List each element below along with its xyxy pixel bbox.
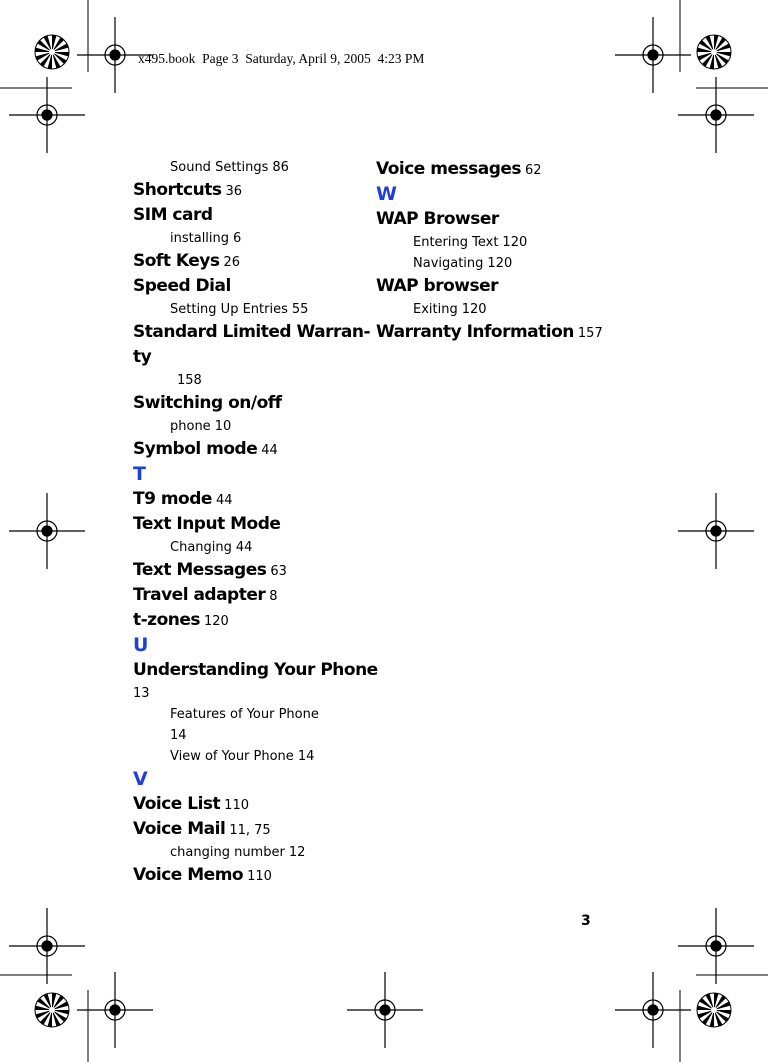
page-reference: 55 [291,302,309,317]
entry-term: WAP Browser [376,209,499,229]
crosshair-target-icon [678,493,754,569]
entry-term: View of Your Phone [170,749,294,764]
entry-term: changing number [170,845,285,860]
entry-term: Standard Limited Warran- [133,322,371,342]
crosshair-target-icon [9,493,85,569]
entry-term: t-zones [133,610,201,630]
page-reference: 44 [261,443,278,458]
entry-term: WAP browser [376,276,498,296]
registration-rosette-icon [35,35,69,69]
entry-term: SIM card [133,205,213,225]
book-header: x495.book Page 3 Saturday, April 9, 2005 4:23 PM [138,51,425,66]
entry-term: Text Messages [133,560,267,580]
entry-term: Shortcuts [133,180,222,200]
page-reference: 36 [225,184,243,199]
page-reference: 26 [223,255,241,270]
entry-term: ty [133,347,152,367]
entry-term: installing [170,231,230,246]
entry-term: Voice Mail [133,819,226,839]
entry-term: Warranty Information [376,322,574,342]
entry-term: Soft Keys [133,251,220,271]
section-letter: V [133,768,148,790]
entry-term: Speed Dial [133,276,231,296]
entry-term: T9 mode [133,489,212,509]
crosshair-target-icon [9,908,85,984]
entry-term: Exiting [413,302,458,317]
page-reference: 120 [502,235,528,250]
entry-term: Navigating [413,256,484,271]
page-reference: 110 [224,798,249,813]
page-reference: 157 [577,326,603,341]
page-reference: 44 [235,540,253,555]
page-reference: 14 [297,749,315,764]
entry-term: Voice messages [376,159,522,179]
page-reference: 110 [247,869,272,884]
registration-rosette-icon [697,35,731,69]
page-reference: 12 [288,845,306,860]
entry-term: Switching on/off [133,393,282,413]
page-reference: 8 [269,589,278,604]
registration-rosette-icon [697,993,731,1027]
page-reference: 14 [170,728,187,743]
entry-term: Symbol mode [133,439,258,459]
page-reference: 44 [215,493,233,508]
entry-term: Sound Settings [170,160,269,175]
page-reference: 120 [204,614,229,629]
registration-rosette-icon [35,993,69,1027]
crosshair-target-icon [678,908,754,984]
page-reference: 11, 75 [229,823,271,838]
section-letter: W [376,183,397,205]
crosshair-target-icon [347,972,423,1048]
page-reference: 120 [461,302,487,317]
page-number: 3 [581,913,591,929]
entry-term: Text Input Mode [133,514,281,534]
section-letter: U [133,634,149,656]
page-reference: 13 [133,686,150,701]
entry-term: Voice List [133,794,221,814]
page-reference: 62 [525,163,542,178]
entry-term: Voice Memo [133,865,244,885]
page-reference: 63 [270,564,287,579]
entry-term: phone [170,419,211,434]
page-reference: 158 [177,373,202,388]
page-reference: 120 [487,256,513,271]
entry-term: Understanding Your Phone [133,660,378,680]
entry-term: Features of Your Phone [170,707,319,722]
entry-term: Entering Text [413,235,499,250]
page-reference: 6 [233,231,242,246]
page-reference: 10 [214,419,232,434]
section-letter: T [133,463,146,485]
page-reference: 86 [272,160,289,175]
entry-term: Changing [170,540,232,555]
entry-term: Travel adapter [133,585,266,605]
entry-term: Setting Up Entries [170,302,288,317]
